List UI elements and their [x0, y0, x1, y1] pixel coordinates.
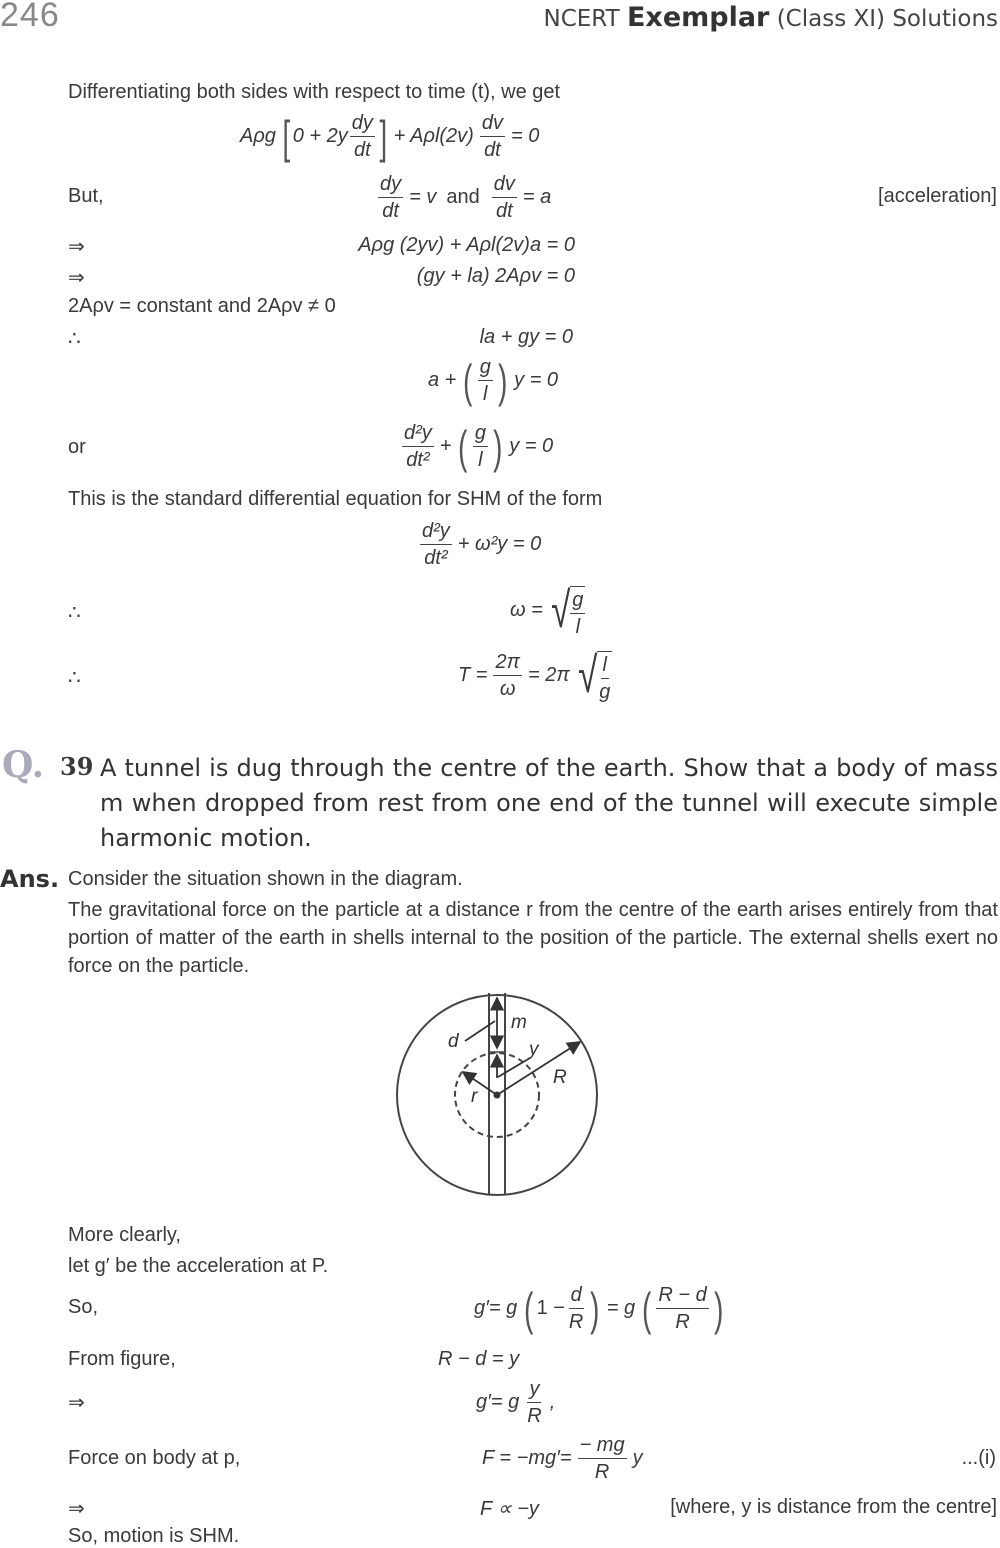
fraction-numerator: − mg	[578, 1432, 627, 1459]
eq-term: = a	[522, 186, 552, 208]
eq-term: T =	[458, 663, 488, 686]
equation-14	[482, 1432, 643, 1485]
fraction-numerator: g	[570, 587, 585, 614]
fraction-denominator: dt²	[424, 547, 448, 569]
fraction-numerator: d²y	[402, 420, 434, 447]
fraction-denominator: dt	[382, 200, 399, 222]
eq-term: y = 0	[514, 369, 559, 391]
or-label: or	[68, 436, 86, 458]
eq-term: = 2π	[527, 663, 570, 686]
eq-term: y = 0	[509, 435, 554, 457]
eq-term: y	[632, 1447, 643, 1469]
fraction-numerator: g	[473, 420, 488, 447]
eq-term: + ω²y = 0	[457, 533, 542, 555]
so-label: So,	[68, 1296, 99, 1318]
answer-intro: Consider the situation shown in the diagram.	[68, 868, 463, 890]
label-y: y	[529, 1039, 539, 1060]
equation-3: Aρg (2yv) + Aρl(2v)a = 0	[358, 234, 575, 256]
fraction-denominator: R	[675, 1311, 690, 1333]
conclusion-text: So, motion is SHM.	[68, 1525, 240, 1547]
therefore-symbol: ∴	[68, 328, 81, 350]
sqrt-symbol: √	[550, 582, 571, 638]
fraction-numerator: dv	[480, 110, 505, 137]
constant-line: 2Aρv = constant and 2Aρv ≠ 0	[68, 295, 336, 317]
fraction-denominator: dt²	[406, 449, 430, 471]
fraction-numerator: dv	[492, 171, 517, 198]
force-label: Force on body at p,	[68, 1447, 241, 1469]
centre-point	[494, 1092, 501, 1099]
equation-7: $\frac{\text{d²y}}{\text{dt²}}$ + ( $\frac{g}{l}$ ) y = 0	[404, 420, 554, 473]
eq-term: = v	[409, 186, 437, 208]
fraction-numerator: d²y	[420, 518, 452, 545]
equation-13	[476, 1376, 555, 1429]
label-d: d	[448, 1031, 459, 1052]
eq-term: ,	[549, 1391, 556, 1413]
eq-term: = 0	[510, 125, 540, 147]
fraction-numerator: y	[527, 1376, 541, 1403]
equation-4: (gy + la) 2Aρv = 0	[416, 265, 575, 287]
fraction-numerator: l	[601, 652, 609, 679]
equation-1: Aρg [ 0 + 2y $\frac{dy}{dt}$ ] + Aρl(2v) $\frac{dv}{dt}$ = 0	[240, 110, 540, 163]
eq-term: F = −mg′=	[482, 1447, 572, 1469]
fraction-denominator: g	[599, 681, 611, 703]
eq-term: + Aρl(2v)	[393, 125, 474, 147]
question-number: 39	[60, 752, 94, 781]
therefore-symbol: ∴	[68, 602, 81, 624]
implies-symbol: ⇒	[68, 1392, 85, 1414]
fraction-denominator: l	[575, 616, 581, 638]
fraction-numerator: dy	[378, 171, 403, 198]
earth-tunnel-diagram	[390, 990, 610, 1200]
eq-term: g′= g	[474, 1297, 518, 1319]
implies-symbol: ⇒	[68, 236, 85, 258]
book-name: NCERT	[543, 6, 620, 32]
eq-term: ω =	[510, 598, 543, 621]
from-figure-label: From figure,	[68, 1348, 176, 1370]
eq-term: +	[439, 435, 452, 457]
label-m: m	[511, 1012, 527, 1033]
equation-8	[418, 518, 541, 571]
equation-2	[376, 171, 551, 224]
answer-label: Ans.	[0, 865, 60, 893]
intro-text: Differentiating both sides with respect to time (t), we get	[68, 81, 561, 103]
standard-text: This is the standard differential equation for SHM of the form	[68, 488, 603, 510]
eq-term: 0 + 2y	[292, 125, 348, 147]
equation-15-note: [where, y is distance from the centre]	[670, 1496, 997, 1518]
therefore-symbol: ∴	[68, 667, 81, 689]
d-leader-line	[465, 1021, 495, 1041]
fraction-numerator: 2π	[493, 649, 522, 676]
question-mark-label: Q.	[2, 744, 45, 786]
equation-10	[458, 645, 614, 705]
fraction-numerator: g	[478, 354, 493, 381]
fraction-denominator: R	[568, 1311, 584, 1333]
fraction-denominator: ω	[499, 677, 516, 700]
acceleration-note: [acceleration]	[878, 185, 997, 207]
fraction-numerator: dy	[350, 110, 375, 137]
equation-11: g′= g ( 1 − $\frac{d}{R}$ ) = g ( $\frac{R - d}{R}$ )	[474, 1282, 724, 1335]
r-arrow	[463, 1072, 497, 1095]
y-leader-line	[498, 1058, 530, 1077]
equation-5: la + gy = 0	[479, 326, 573, 348]
implies-symbol: ⇒	[68, 267, 85, 289]
fraction-denominator: dt	[495, 200, 513, 222]
fraction-numerator: R − d	[656, 1282, 708, 1309]
eq-term: = g	[606, 1297, 636, 1319]
eq-term: a +	[428, 369, 457, 391]
question-text: A tunnel is dug through the centre of the earth. Show that a body of mass m when dropped from rest from one end of the tunnel will execute simple harmonic motion.	[100, 754, 998, 852]
equation-9	[510, 580, 587, 640]
label-R: R	[553, 1067, 567, 1088]
eq-term: Aρg	[240, 125, 276, 147]
fraction-denominator: R	[527, 1405, 542, 1427]
let-line: let g′ be the acceleration at P.	[68, 1255, 329, 1277]
equation-tag: ...(i)	[961, 1447, 996, 1469]
eq-term: 1 −	[536, 1297, 565, 1319]
eq-conjunction: and	[446, 186, 480, 208]
fraction-denominator: l	[483, 383, 488, 405]
implies-symbol: ⇒	[68, 1498, 85, 1520]
fraction-denominator: l	[478, 449, 483, 471]
book-title: Exemplar	[626, 2, 770, 33]
running-header	[543, 2, 998, 33]
answer-paragraph: The gravitational force on the particle at a distance r from the centre of the earth arises entirely from that portion of matter of the earth in shells internal to the position of the particle. The external shells exert no force on the particle.	[68, 899, 998, 977]
fraction-denominator: dt	[484, 139, 501, 161]
but-label: But,	[68, 185, 104, 207]
fraction-denominator: R	[594, 1461, 610, 1483]
sqrt-symbol: √	[577, 647, 598, 703]
fraction-denominator: dt	[353, 139, 371, 161]
page-number: 246	[0, 0, 60, 34]
label-r: r	[471, 1086, 478, 1107]
equation-15: F ∝ −y	[480, 1498, 539, 1520]
equation-6: a + ( $\frac{g}{l}$ ) y = 0	[428, 354, 559, 407]
more-clearly-text: More clearly,	[68, 1224, 181, 1246]
equation-12: R − d = y	[438, 1348, 520, 1370]
fraction-numerator: d	[569, 1282, 584, 1309]
eq-term: g′= g	[476, 1391, 520, 1413]
book-subtitle: (Class XI) Solutions	[776, 6, 998, 32]
